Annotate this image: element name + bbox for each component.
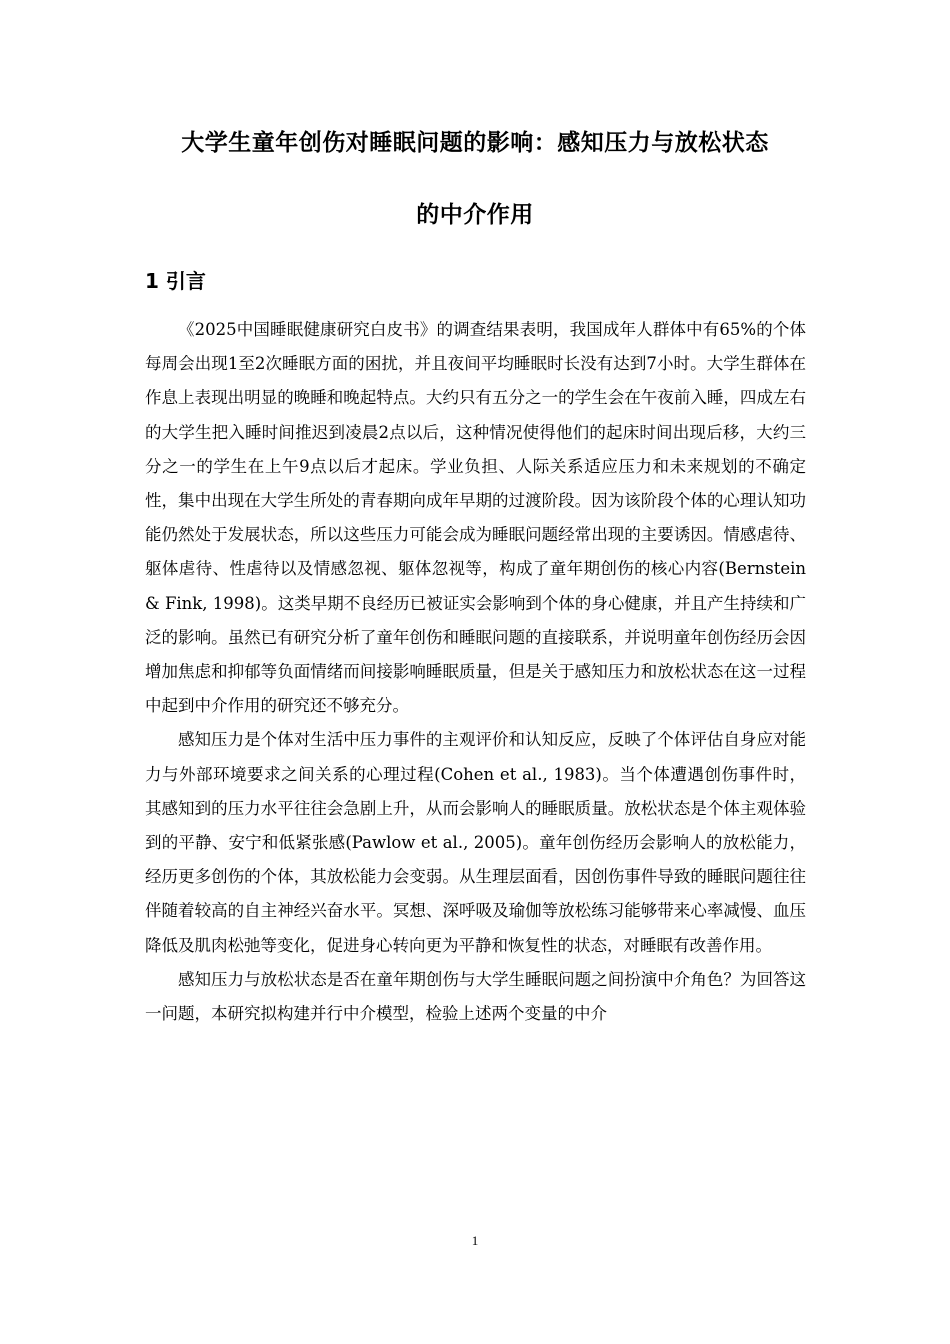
section-body bbox=[145, 313, 806, 1031]
section-heading-introduction: 1 引言 bbox=[145, 269, 206, 293]
paragraph-1: 《2025中国睡眠健康研究白皮书》的调查结果表明，我国成年人群体中有65%的个体每周会出现1至2次睡眠方面的困扰，并且夜间平均睡眠时长没有达到7小时。大学生群体在作息上表现出明显的晚睡和晚起特点。大约只有五分之一的学生会在午夜前入睡，四成左右的大学生把入睡时间推迟到凌晨2点以后，这种情况使得他们的起床时间出现后移，大约三分之一的学生在上午9点以后才起床。学业负担、人际关系适应压力和未来规划的不确定性，集中出现在大学生所处的青春期向成年早期的过渡阶段。因为该阶段个体的心理认知功能仍然处于发展状态，所以这些压力可能会成为睡眠问题经常出现的主要诱因。情感虐待、躯体虐待、性虐待以及情感忽视、躯体忽视等，构成了童年期创伤的核心内容(Bernstein & Fink, 1998)。这类早期不良经历已被证实会影响到个体的身心健康，并且产生持续和广泛的影响。虽然已有研究分析了童年创伤和睡眠问题的直接联系，并说明童年创伤经历会因增加焦虑和抑郁等负面情绪而间接影响睡眠质量，但是关于感知压力和放松状态在这一过程中起到中介作用的研究还不够充分。 bbox=[145, 320, 806, 716]
paper-title-line-1: 大学生童年创伤对睡眠问题的影响：感知压力与放松状态 bbox=[181, 130, 769, 156]
paragraph-3: 感知压力与放松状态是否在童年期创伤与大学生睡眠问题之间扮演中介角色？为回答这一问题，本研究拟构建并行中介模型，检验上述两个变量的中介 bbox=[145, 969, 806, 1024]
page-number: 1 bbox=[471, 1233, 479, 1248]
paragraph-2: 感知压力是个体对生活中压力事件的主观评价和认知反应，反映了个体评估自身应对能力与外部环境要求之间关系的心理过程(Cohen et al., 1983)。当个体遭遇创伤事件时，其感知到的压力水平往往会急剧上升，从而会影响人的睡眠质量。放松状态是个体主观体验到的平静、安宁和低紧张感(Pawlow et al., 2005)。童年创伤经历会影响人的放松能力，经历更多创伤的个体，其放松能力会变弱。从生理层面看，因创伤事件导致的睡眠问题往往伴随着较高的自主神经兴奋水平。冥想、深呼吸及瑜伽等放松练习能够带来心率减慢、血压降低及肌肉松弛等变化，促进身心转向更为平静和恢复性的状态，对睡眠有改善作用。 bbox=[145, 730, 806, 955]
paper-title-line-2: 的中介作用 bbox=[416, 202, 534, 228]
